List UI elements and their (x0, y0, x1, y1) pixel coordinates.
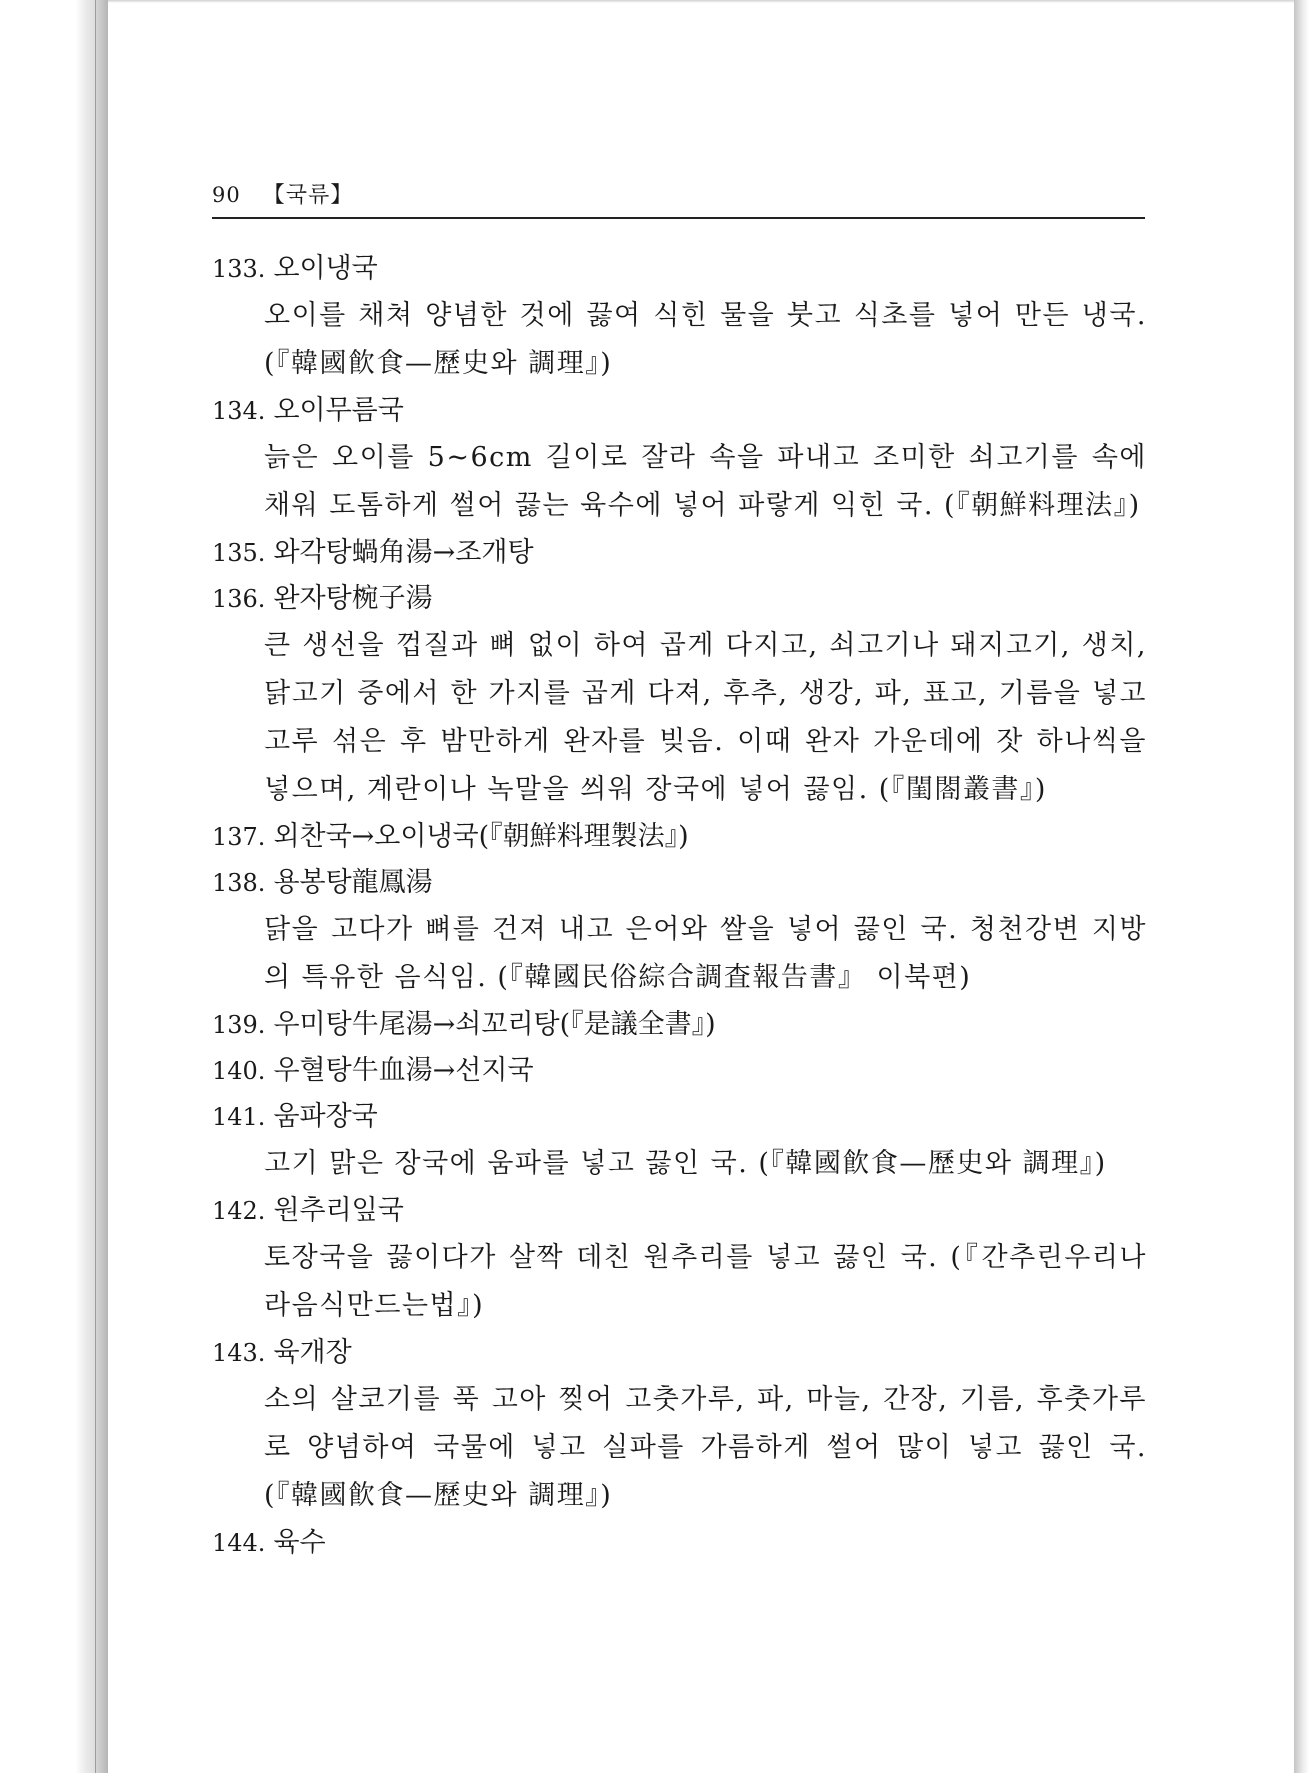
entry-body (264, 1140, 1147, 1188)
entry-title: 오이무름국 (273, 395, 404, 426)
entry-title: 와각탕蝸角湯→조개탕 (273, 537, 534, 568)
entry-133 (212, 246, 1147, 388)
entry-body (264, 622, 1147, 814)
entry-number: 133. (212, 255, 266, 283)
entry-text: 닭을 고다가 뼈를 건져 내고 은어와 쌀을 넣어 끓인 국. 청천강변 지방의 특유한 음식임. (『韓國民俗綜合調査報告書』 이북편) (264, 914, 1147, 993)
entry-number: 138. (212, 869, 266, 897)
entry-body (264, 906, 1147, 1002)
entry-title: 우미탕牛尾湯→쇠꼬리탕(『是議全書』) (273, 1009, 716, 1040)
entry-heading (212, 1520, 1147, 1566)
entry-text: 고기 맑은 장국에 움파를 넣고 끓인 국. (『韓國飮食—歷史와 調理』) (264, 1148, 1107, 1179)
entry-heading (212, 576, 1147, 622)
entry-number: 135. (212, 539, 266, 567)
entry-number: 134. (212, 397, 266, 425)
entry-142 (212, 1188, 1147, 1330)
running-head (212, 178, 1145, 219)
entry-body (264, 292, 1147, 388)
entry-heading (212, 1188, 1147, 1234)
entry-text: 큰 생선을 껍질과 뼈 없이 하여 곱게 다지고, 쇠고기나 돼지고기, 생치, 닭고기 중에서 한 가지를 곱게 다져, 후추, 생강, 파, 표고, 기름을 넣고 고루 섞은 후 밤만하게 완자를 빚음. 이때 완자 가운데에 잣 하나씩을 넣으며, 계란이나 녹말을 씌워 장국에 넣어 끓임. (『閨閤叢書』) (264, 630, 1147, 805)
entry-137 (212, 814, 1147, 860)
entry-text: 토장국을 끓이다가 살짝 데친 원추리를 넣고 끓인 국. (『간추린우리나라음식만드는법』) (264, 1242, 1147, 1321)
entry-number: 143. (212, 1339, 266, 1367)
entry-heading (212, 388, 1147, 434)
page-number: 90 (212, 183, 241, 207)
entry-134 (212, 388, 1147, 530)
entry-body (264, 1234, 1147, 1330)
entry-heading (212, 1048, 1147, 1094)
entry-body (264, 434, 1147, 530)
entry-list (212, 246, 1147, 1566)
entry-heading (212, 860, 1147, 906)
entry-title: 용봉탕龍鳳湯 (273, 867, 433, 898)
entry-heading (212, 814, 1147, 860)
entry-title: 육개장 (273, 1337, 352, 1368)
entry-number: 140. (212, 1057, 266, 1085)
entry-143 (212, 1330, 1147, 1520)
entry-144 (212, 1520, 1147, 1566)
entry-title: 우혈탕牛血湯→선지국 (273, 1055, 534, 1086)
entry-body (264, 1376, 1147, 1520)
entry-text: 늙은 오이를 5~6cm 길이로 잘라 속을 파내고 조미한 쇠고기를 속에 채워 도톰하게 썰어 끓는 육수에 넣어 파랗게 익힌 국. (『朝鮮料理法』) (264, 442, 1147, 521)
entry-text: 소의 살코기를 푹 고아 찢어 고춧가루, 파, 마늘, 간장, 기름, 후춧가루로 양념하여 국물에 넣고 실파를 가름하게 썰어 많이 넣고 끓인 국. (『韓國飮食—歷史와 調理』) (264, 1384, 1147, 1511)
entry-number: 142. (212, 1197, 266, 1225)
entry-139 (212, 1002, 1147, 1048)
entry-number: 137. (212, 823, 266, 851)
entry-number: 136. (212, 585, 266, 613)
entry-heading (212, 246, 1147, 292)
entry-138 (212, 860, 1147, 1002)
entry-heading (212, 1002, 1147, 1048)
entry-title: 움파장국 (273, 1101, 378, 1132)
entry-text: 오이를 채쳐 양념한 것에 끓여 식힌 물을 붓고 식초를 넣어 만든 냉국. (『韓國飮食—歷史와 調理』) (264, 300, 1147, 379)
section-title: 【국류】 (262, 183, 354, 208)
entry-title: 오이냉국 (273, 253, 378, 284)
entry-136 (212, 576, 1147, 814)
entry-title: 육수 (273, 1527, 326, 1558)
entry-number: 141. (212, 1103, 266, 1131)
entry-title: 외찬국→오이냉국(『朝鮮料理製法』) (273, 821, 689, 852)
entry-141 (212, 1094, 1147, 1188)
entry-number: 139. (212, 1011, 266, 1039)
entry-135 (212, 530, 1147, 576)
entry-140 (212, 1048, 1147, 1094)
page-edge-right (1294, 0, 1309, 1773)
entry-title: 완자탕椀子湯 (273, 583, 433, 614)
page-edge-left (0, 0, 108, 1773)
entry-title: 원추리잎국 (273, 1195, 404, 1226)
entry-heading (212, 530, 1147, 576)
entry-heading (212, 1330, 1147, 1376)
entry-number: 144. (212, 1529, 266, 1557)
entry-heading (212, 1094, 1147, 1140)
